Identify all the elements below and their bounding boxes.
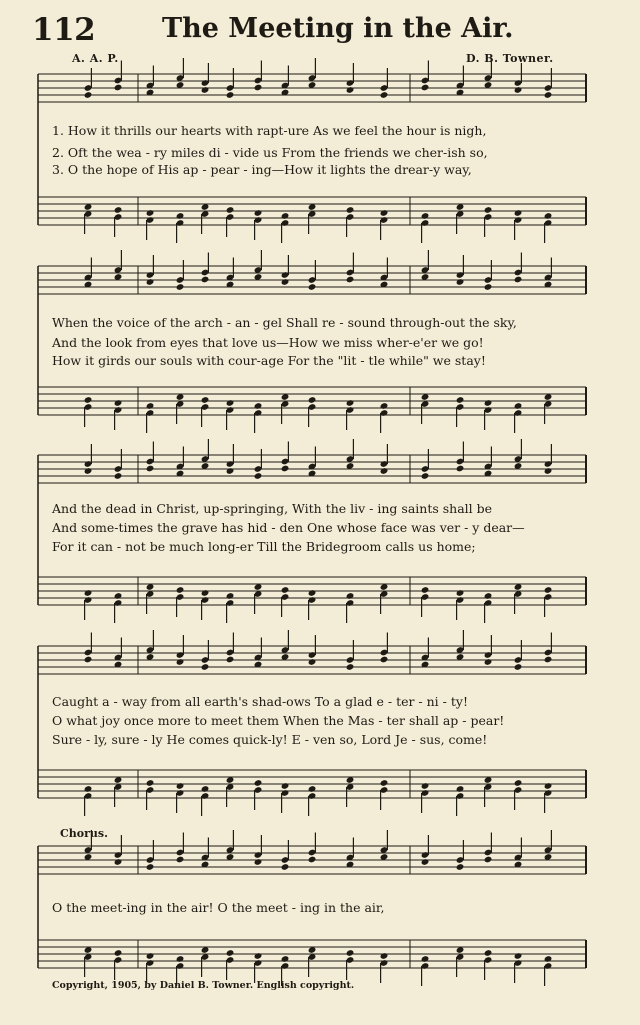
note-head <box>176 586 185 594</box>
verse3-line4-lyric: Sure - ly, sure - ly He comes quick-ly! E - ven so, Lord Je - sus, come! <box>52 732 488 747</box>
note-head <box>514 402 523 410</box>
note-head <box>84 656 93 664</box>
note-head <box>514 86 523 94</box>
note-head <box>114 399 123 407</box>
note-head <box>84 785 93 793</box>
note-head <box>146 209 155 217</box>
note-head <box>544 212 553 220</box>
note-head <box>114 949 123 957</box>
note-head <box>226 592 235 600</box>
note-head <box>346 206 355 214</box>
note-head <box>544 782 553 790</box>
verse2-line3-lyric: And some-times the grave has hid - den One whose face was ver - y dear— <box>52 520 525 535</box>
note-head <box>226 467 235 475</box>
verse1-line2-lyric: When the voice of the arch - an - gel Shall re - sound through-out the sky, <box>52 315 517 330</box>
note-head <box>281 782 290 790</box>
note-head <box>514 952 523 960</box>
note-head <box>346 399 355 407</box>
note-head <box>544 656 553 664</box>
note-head <box>544 467 553 475</box>
note-head <box>226 206 235 214</box>
note-head <box>456 589 465 597</box>
note-head <box>346 86 355 94</box>
verse3-line1-lyric: 3. O the hope of His ap - pear - ing—How it lights the drear-y way, <box>52 162 472 177</box>
note-head <box>281 278 290 286</box>
note-head <box>114 206 123 214</box>
verse2-line4-lyric: O what joy once more to meet them When the Mas - ter shall ap - pear! <box>52 713 505 728</box>
note-head <box>484 658 493 666</box>
note-head <box>146 465 155 473</box>
verse2-line1-lyric: 2. Oft the wea - ry miles di - vide us From the friends we cher-ish so, <box>52 145 488 160</box>
note-head <box>421 782 430 790</box>
note-head <box>201 276 210 284</box>
note-head <box>114 592 123 600</box>
note-head <box>421 84 430 92</box>
note-head <box>146 952 155 960</box>
hymn-title: The Meeting in the Air. <box>162 13 514 44</box>
note-head <box>281 212 290 220</box>
note-head <box>346 276 355 284</box>
note-head <box>380 656 389 664</box>
note-head <box>176 856 185 864</box>
note-head <box>201 589 210 597</box>
note-head <box>421 858 430 866</box>
note-head <box>346 949 355 957</box>
note-head <box>308 283 317 291</box>
note-head <box>380 91 389 99</box>
note-head <box>380 467 389 475</box>
note-head <box>484 283 493 291</box>
note-head <box>544 955 553 963</box>
note-head <box>176 782 185 790</box>
note-head <box>484 949 493 957</box>
note-head <box>544 586 553 594</box>
note-head <box>421 586 430 594</box>
verse1-line4-lyric: Caught a - way from all earth's shad-ows To a glad e - ter - ni - ty! <box>52 694 468 709</box>
note-head <box>84 91 93 99</box>
note-head <box>514 663 523 671</box>
note-head <box>84 589 93 597</box>
note-head <box>380 402 389 410</box>
note-head <box>254 472 263 480</box>
note-head <box>484 206 493 214</box>
copyright-notice: Copyright, 1905, by Daniel B. Towner. English copyright. <box>52 980 355 991</box>
note-head <box>484 399 493 407</box>
chorus-lyric: O the meet-ing in the air! O the meet - ing in the air, <box>52 900 385 915</box>
note-head <box>201 86 210 94</box>
note-head <box>176 283 185 291</box>
verse2-line2-lyric: And the look from eyes that love us—How we miss wher-e'er we go! <box>52 335 484 350</box>
note-head <box>456 278 465 286</box>
note-head <box>380 952 389 960</box>
note-head <box>176 658 185 666</box>
note-head <box>201 785 210 793</box>
note-head <box>84 396 93 404</box>
note-head <box>308 856 317 864</box>
note-head <box>254 858 263 866</box>
note-head <box>456 465 465 473</box>
note-head <box>254 779 263 787</box>
note-head <box>201 396 210 404</box>
verse1-line1-lyric: 1. How it thrills our hearts with rapt-ure As we feel the hour is nigh, <box>52 123 487 138</box>
note-head <box>484 592 493 600</box>
note-head <box>308 785 317 793</box>
note-head <box>146 863 155 871</box>
note-head <box>514 276 523 284</box>
note-head <box>254 84 263 92</box>
note-head <box>456 396 465 404</box>
note-head <box>346 592 355 600</box>
note-head <box>176 212 185 220</box>
note-head <box>114 84 123 92</box>
note-head <box>544 91 553 99</box>
chorus-label: Chorus. <box>60 827 108 840</box>
note-head <box>308 396 317 404</box>
note-head <box>226 949 235 957</box>
verse3-line3-lyric: For it can - not be much long-er Till the Bridegroom calls us home; <box>52 539 476 554</box>
note-head <box>380 209 389 217</box>
note-head <box>281 955 290 963</box>
note-head <box>514 779 523 787</box>
hymn-number: 112 <box>32 12 96 48</box>
note-head <box>226 656 235 664</box>
note-head <box>281 586 290 594</box>
note-head <box>201 663 210 671</box>
note-head <box>281 465 290 473</box>
note-head <box>421 212 430 220</box>
note-head <box>484 856 493 864</box>
music-credit: D. B. Towner. <box>466 52 554 65</box>
note-head <box>146 402 155 410</box>
note-head <box>254 209 263 217</box>
note-head <box>226 91 235 99</box>
note-head <box>456 863 465 871</box>
note-head <box>254 402 263 410</box>
note-head <box>146 779 155 787</box>
note-head <box>514 209 523 217</box>
note-head <box>281 863 290 871</box>
note-head <box>456 785 465 793</box>
verse3-line2-lyric: How it girds our souls with cour-age For the "lit - tle while" we stay! <box>52 353 486 368</box>
note-head <box>84 467 93 475</box>
note-head <box>380 779 389 787</box>
note-head <box>346 663 355 671</box>
note-head <box>421 472 430 480</box>
note-head <box>176 955 185 963</box>
note-head <box>226 399 235 407</box>
note-head <box>114 858 123 866</box>
words-credit: A. A. P. <box>72 52 119 65</box>
note-head <box>146 278 155 286</box>
verse1-line3-lyric: And the dead in Christ, up-springing, With the liv - ing saints shall be <box>52 501 493 516</box>
note-head <box>308 658 317 666</box>
note-head <box>421 955 430 963</box>
note-head <box>308 589 317 597</box>
note-head <box>114 472 123 480</box>
note-head <box>254 952 263 960</box>
